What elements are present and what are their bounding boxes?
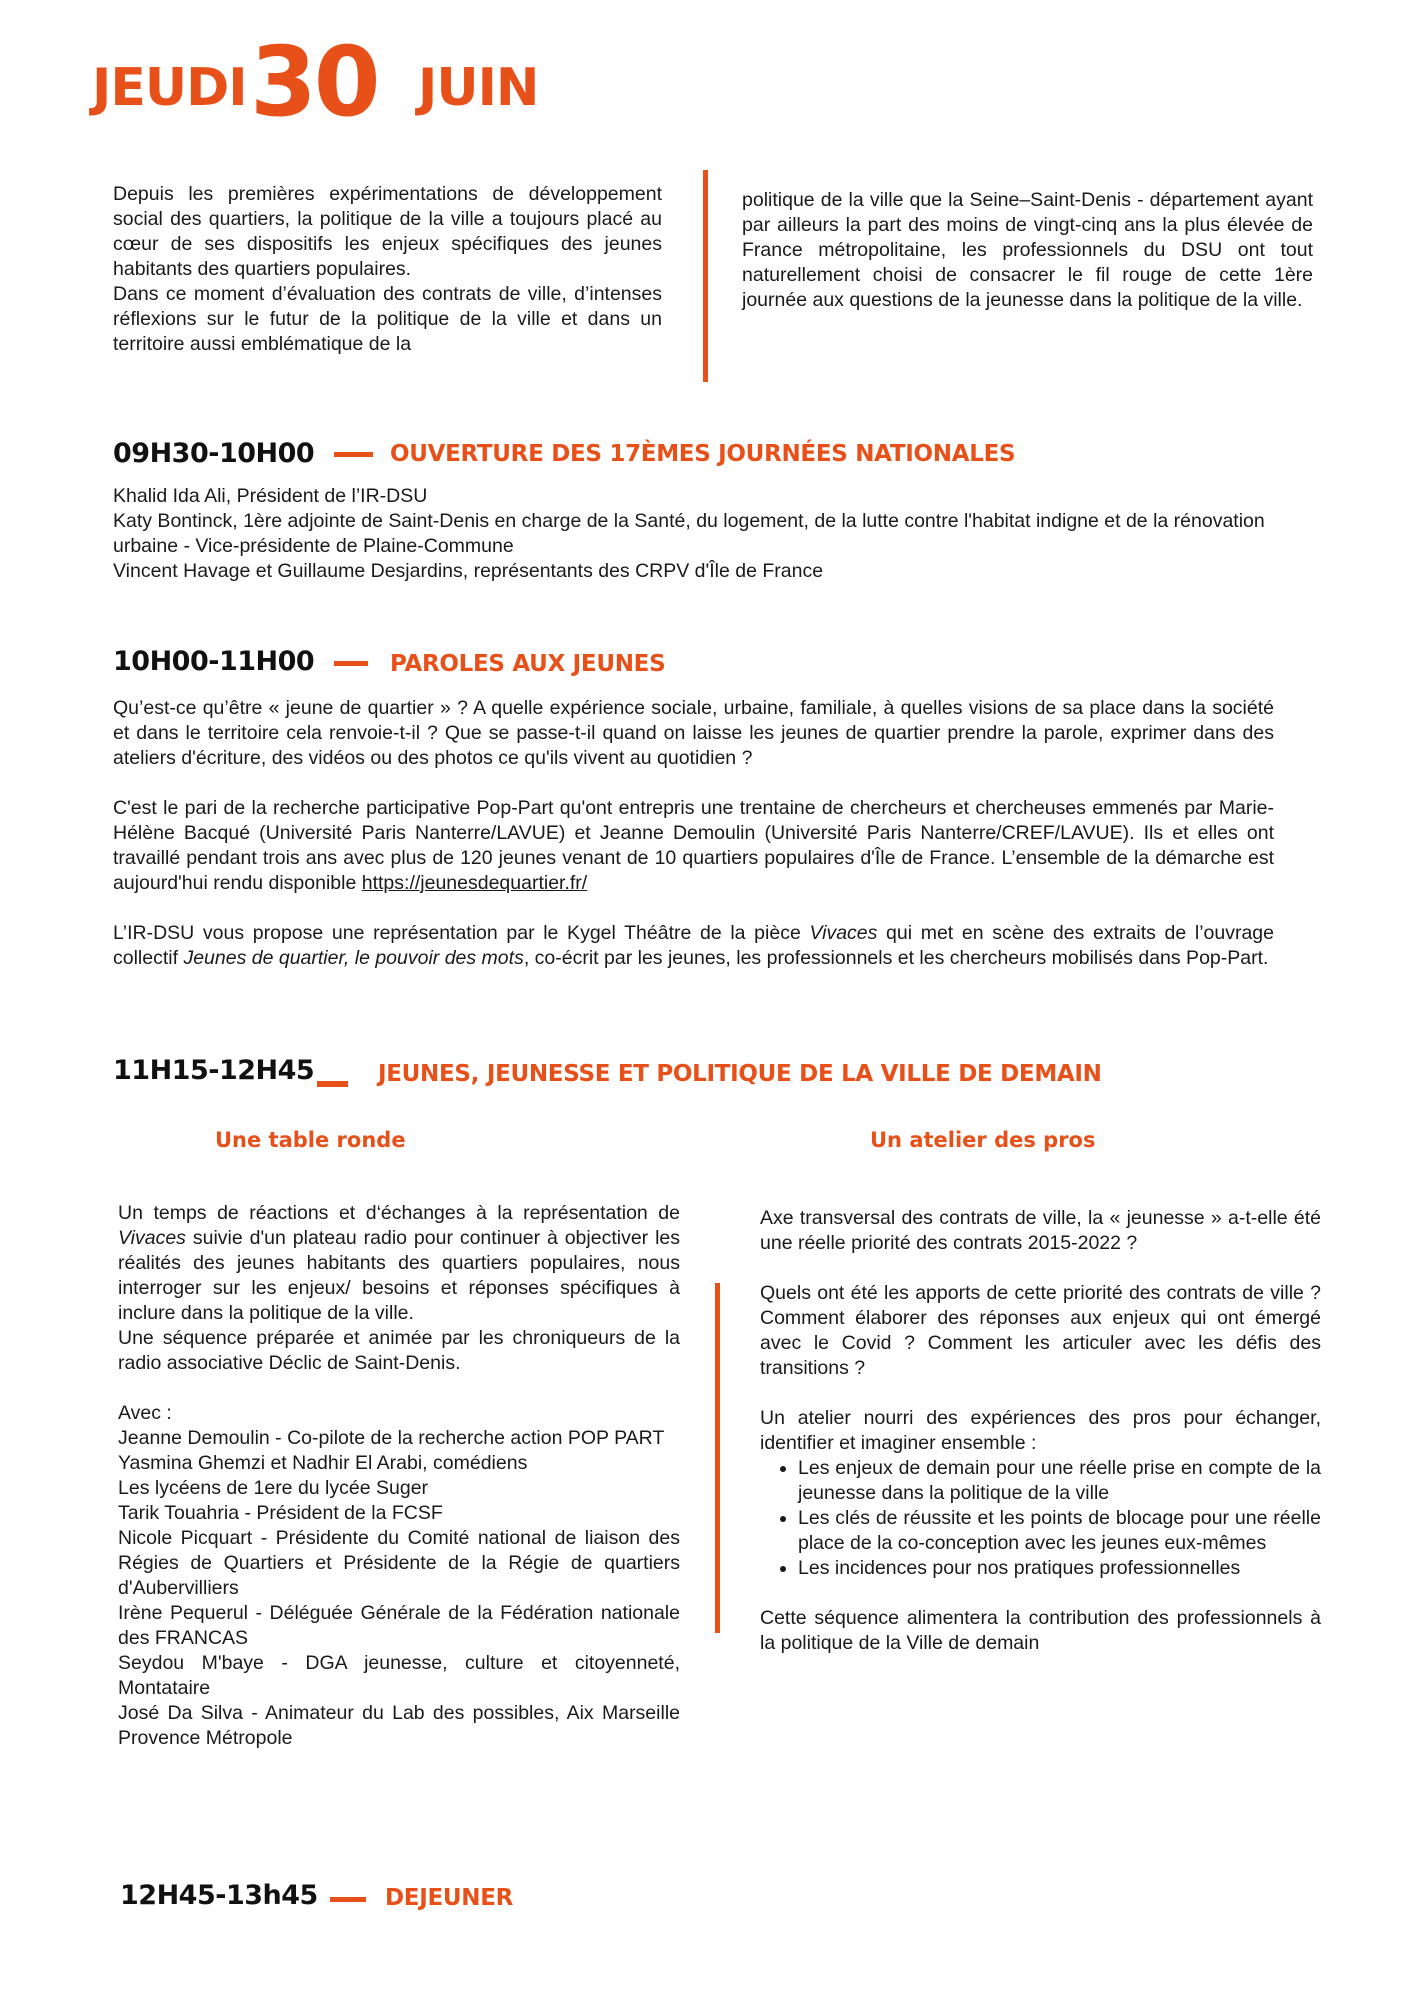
section-dash [317, 1081, 348, 1087]
section-title: OUVERTURE DES 17ÈMES JOURNÉES NATIONALES [390, 441, 1016, 467]
day-number: 30 [250, 26, 378, 138]
paragraph: Axe transversal des contrats de ville, la « jeunesse » a-t-elle été une réelle priorité des contrats 2015-2022 ? [760, 1207, 1321, 1254]
table-ronde-heading: Une table ronde [215, 1128, 406, 1152]
section-body [113, 696, 1274, 971]
intro-left [113, 182, 662, 357]
paragraph: Qu’est-ce qu’être « jeune de quartier » ? A quelle expérience sociale, urbaine, familiale, à quelles visions de sa place dans la société et dans le territoire cela renvoie-t-il ? Que se passe-t-il quand on laisse les jeunes de quartier prendre la parole, exprimer dans des ateliers d'écriture, des vidéos ou des photos ce qu'ils vivent au quotidien ? [113, 697, 1274, 769]
month-name: JUIN [418, 58, 539, 118]
atelier-body [760, 1206, 1321, 1656]
guest-line: Tarik Touahria - Président de la FCSF [118, 1502, 443, 1524]
atelier-heading: Un atelier des pros [870, 1128, 1096, 1152]
speaker-line: Khalid Ida Ali, Président de l’IR-DSU [113, 485, 428, 507]
intro-divider [703, 170, 708, 382]
table-ronde-body [118, 1201, 680, 1751]
list-item: • Les incidences pour nos pratiques professionnelles [798, 1556, 1321, 1581]
section-dash [334, 661, 368, 666]
section-title: DEJEUNER [385, 1885, 514, 1911]
text-run: , co-écrit par les jeunes, les professionnels et les chercheurs mobilisés dans Pop-Part. [523, 947, 1269, 969]
paragraph: Une séquence préparée et animée par les chroniqueurs de la radio associative Déclic de Saint-Denis. [118, 1327, 680, 1374]
intro-right [742, 188, 1313, 313]
section-time: 12H45-13h45 [120, 1880, 318, 1911]
section-title: JEUNES, JEUNESSE ET POLITIQUE DE LA VILLE DE DEMAIN [378, 1061, 1102, 1087]
section-body [113, 484, 1298, 584]
guest-line: Irène Pequerul - Déléguée Générale de la Fédération nationale des FRANCAS [118, 1602, 680, 1649]
paragraph: Quels ont été les apports de cette priorité des contrats de ville ? Comment élaborer des réponses aux enjeux qui ont émergé avec le Covid ? Comment les articuler avec les défis des transitions ? [760, 1282, 1321, 1379]
intro-left-p1: Depuis les premières expérimentations de développement social des quartiers, la politique de la ville a toujours placé au cœur de ses dispositifs les enjeux spécifiques des jeunes habitants des quartiers populaires. [113, 183, 662, 280]
section-title: PAROLES AUX JEUNES [390, 651, 666, 677]
text-run: suivie d'un plateau radio pour continuer à objectiver les réalités des jeunes habitants des quartiers populaires, nous interroger sur les enjeux/ besoins et réponses spécifiques à inclure dans la politique de la ville. [118, 1227, 680, 1324]
guest-line: Yasmina Ghemzi et Nadhir El Arabi, comédiens [118, 1452, 528, 1474]
guest-line: Jeanne Demoulin - Co-pilote de la recherche action POP PART [118, 1427, 665, 1449]
section-time: 09H30-10H00 [113, 438, 315, 469]
speaker-line: Vincent Havage et Guillaume Desjardins, représentants des CRPV d'Île de France [113, 560, 824, 582]
list-item: • Les clés de réussite et les points de blocage pour une réelle place de la co-conception avec les jeunes eux-mêmes [798, 1506, 1321, 1556]
paragraph [118, 1201, 680, 1326]
section-time: 11H15-12H45 [113, 1055, 315, 1086]
list-item: • Les enjeux de demain pour une réelle prise en compte de la jeunesse dans la politique de la ville [798, 1456, 1321, 1506]
website-link[interactable]: https://jeunesdequartier.fr/ [361, 872, 588, 894]
day-name: JEUDI [92, 58, 247, 118]
bullet-list [760, 1456, 1321, 1581]
column-divider [715, 1283, 720, 1633]
text-run: L’IR-DSU vous propose une représentation par le Kygel Théâtre de la pièce [113, 922, 801, 944]
section-time: 10H00-11H00 [113, 646, 315, 677]
text-run: Un temps de réactions et d‘échanges à la représentation de [118, 1202, 680, 1224]
guest-line: José Da Silva - Animateur du Lab des possibles, Aix Marseille Provence Métropole [118, 1702, 680, 1749]
paragraph: Cette séquence alimentera la contribution des professionnels à la politique de la Ville de demain [760, 1607, 1321, 1654]
paragraph: Un atelier nourri des expériences des pros pour échanger, identifier et imaginer ensemble : [760, 1407, 1321, 1454]
avec-label: Avec : [118, 1402, 172, 1424]
section-dash [330, 1897, 366, 1902]
guest-line: Nicole Picquart - Présidente du Comité national de liaison des Régies de Quartiers et Présidente de la Régie de quartiers d'Aubervilliers [118, 1527, 680, 1599]
speaker-line: Katy Bontinck, 1ère adjointe de Saint-Denis en charge de la Santé, du logement, de la lutte contre l'habitat indigne et de la rénovation urbaine - Vice-présidente de Plaine-Commune [113, 510, 1265, 557]
intro-left-p2: Dans ce moment d’évaluation des contrats de ville, d’intenses réflexions sur le futur de la politique de la ville et dans un territoire aussi emblématique de la [113, 283, 662, 355]
intro-right-p: politique de la ville que la Seine–Saint-Denis - département ayant par ailleurs la part des moins de vingt-cinq ans la plus élevée de France métropolitaine, les professionnels du DSU ont tout naturellement choisi de consacrer le fil rouge de cette 1ère journée aux questions de la jeunesse dans la politique de la ville. [742, 189, 1313, 311]
text-run: qui met en scène des extraits de l’ouvrage collectif [113, 922, 1274, 969]
paragraph [113, 796, 1274, 896]
guest-line: Les lycéens de 1ere du lycée Suger [118, 1477, 429, 1499]
paragraph [113, 921, 1274, 971]
play-title: Vivaces [118, 1227, 186, 1249]
paragraph-text: C'est le pari de la recherche participative Pop-Part qu'ont entrepris une trentaine de chercheurs et chercheuses emmenés par Marie-Hélène Bacqué (Université Paris Nanterre/LAVUE) et Jeanne Demoulin (Université Paris Nanterre/CREF/LAVUE). Ils et elles ont travaillé pendant trois ans avec plus de 120 jeunes venant de 10 quartiers populaires d'Île de France. L’ensemble de la démarche est aujourd'hui rendu disponible [113, 797, 1274, 894]
guest-line: Seydou M'baye - DGA jeunesse, culture et citoyenneté, Montataire [118, 1652, 680, 1699]
book-title: Jeunes de quartier, le pouvoir des mots [183, 947, 524, 969]
section-dash [334, 452, 373, 457]
play-title: Vivaces [809, 922, 878, 944]
